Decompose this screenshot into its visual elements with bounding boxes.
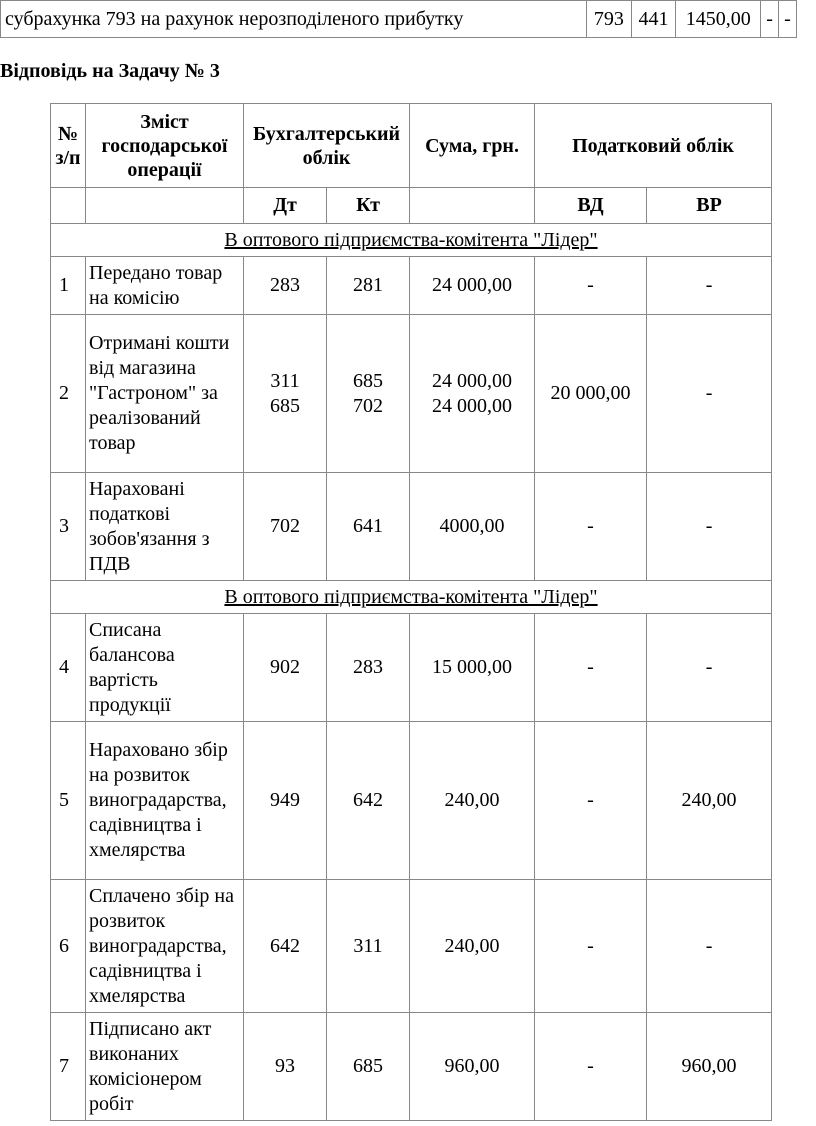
row-content: Отримані кошти від магазина "Гастроном" за реалізований товар xyxy=(86,315,244,473)
table-subheader-row xyxy=(51,188,772,224)
row-kt: 641 xyxy=(327,473,410,581)
row-sum: 15 000,00 xyxy=(410,614,535,722)
row-content: Підписано акт виконаних комісіонером робіт xyxy=(86,1013,244,1121)
row-kt: 685 702 xyxy=(327,315,410,473)
row-dt: 702 xyxy=(244,473,327,581)
row-dt: 283 xyxy=(244,257,327,315)
row-kt: 685 xyxy=(327,1013,410,1121)
row-vr: 240,00 xyxy=(647,722,772,880)
row-content: Сплачено збір на розвиток виноградарства, садівництва і хмелярства xyxy=(86,880,244,1013)
row-vd: - xyxy=(535,722,647,880)
row-content: Нараховані податкові зобов'язання з ПДВ xyxy=(86,473,244,581)
dt-cell: 793 xyxy=(587,1,632,38)
row-sum: 240,00 xyxy=(410,880,535,1013)
header-vr: ВР xyxy=(647,188,772,224)
previous-table-last-row xyxy=(0,0,797,38)
row-number: 5 xyxy=(51,722,86,880)
row-content: Нараховано збір на розвиток виноградарства, садівництва і хмелярства xyxy=(86,722,244,880)
row-kt: 281 xyxy=(327,257,410,315)
header-content: Зміст господарської операції xyxy=(86,104,244,188)
row-number: 2 xyxy=(51,315,86,473)
table-row xyxy=(51,722,772,880)
row-vd: - xyxy=(535,880,647,1013)
row-number: 1 xyxy=(51,257,86,315)
row-vr: - xyxy=(647,880,772,1013)
row-vd: - xyxy=(535,1013,647,1121)
row-sum: 4000,00 xyxy=(410,473,535,581)
row-dt: 902 xyxy=(244,614,327,722)
section-row xyxy=(51,224,772,257)
section-row xyxy=(51,581,772,614)
answer-table xyxy=(50,103,772,1121)
row-kt: 283 xyxy=(327,614,410,722)
kt-cell: 441 xyxy=(631,1,676,38)
operation-cell: субрахунка 793 на рахунок нерозподіленого прибутку xyxy=(1,1,587,38)
empty-cell xyxy=(410,188,535,224)
header-dt: Дт xyxy=(244,188,327,224)
row-dt: 642 xyxy=(244,880,327,1013)
header-num: № з/п xyxy=(51,104,86,188)
table-row xyxy=(51,315,772,473)
row-vd: - xyxy=(535,257,647,315)
row-number: 4 xyxy=(51,614,86,722)
row-dt: 93 xyxy=(244,1013,327,1121)
row-vd: - xyxy=(535,614,647,722)
table-header-row xyxy=(51,104,772,188)
row-sum: 960,00 xyxy=(410,1013,535,1121)
page-heading: Відповідь на Задачу № 3 xyxy=(0,60,220,82)
row-vr: - xyxy=(647,473,772,581)
row-dt: 311 685 xyxy=(244,315,327,473)
header-tax: Податковий облік xyxy=(535,104,772,188)
header-kt: Кт xyxy=(327,188,410,224)
table-row xyxy=(51,1013,772,1121)
row-vr: - xyxy=(647,257,772,315)
header-accounting: Бухгалтерський облік xyxy=(244,104,410,188)
row-content: Списана балансова вартість продукції xyxy=(86,614,244,722)
row-content: Передано товар на комісію xyxy=(86,257,244,315)
row-dt: 949 xyxy=(244,722,327,880)
row-kt: 642 xyxy=(327,722,410,880)
vr-cell: - xyxy=(779,1,797,38)
row-sum: 24 000,00 xyxy=(410,257,535,315)
row-vd: 20 000,00 xyxy=(535,315,647,473)
table-row xyxy=(51,257,772,315)
table-row xyxy=(51,880,772,1013)
row-vr: - xyxy=(647,315,772,473)
empty-cell xyxy=(51,188,86,224)
row-number: 6 xyxy=(51,880,86,1013)
header-vd: ВД xyxy=(535,188,647,224)
vd-cell: - xyxy=(761,1,779,38)
row-number: 7 xyxy=(51,1013,86,1121)
row-number: 3 xyxy=(51,473,86,581)
row-vd: - xyxy=(535,473,647,581)
table-row xyxy=(51,614,772,722)
sum-cell: 1450,00 xyxy=(676,1,761,38)
row-kt: 311 xyxy=(327,880,410,1013)
empty-cell xyxy=(86,188,244,224)
row-sum: 24 000,00 24 000,00 xyxy=(410,315,535,473)
table-row xyxy=(51,473,772,581)
row-sum: 240,00 xyxy=(410,722,535,880)
table-row xyxy=(1,1,797,38)
header-sum: Сума, грн. xyxy=(410,104,535,188)
section-title: В оптового підприємства-комітента "Лідер" xyxy=(224,228,598,251)
row-vr: - xyxy=(647,614,772,722)
section-title: В оптового підприємства-комітента "Лідер" xyxy=(224,585,598,608)
row-vr: 960,00 xyxy=(647,1013,772,1121)
